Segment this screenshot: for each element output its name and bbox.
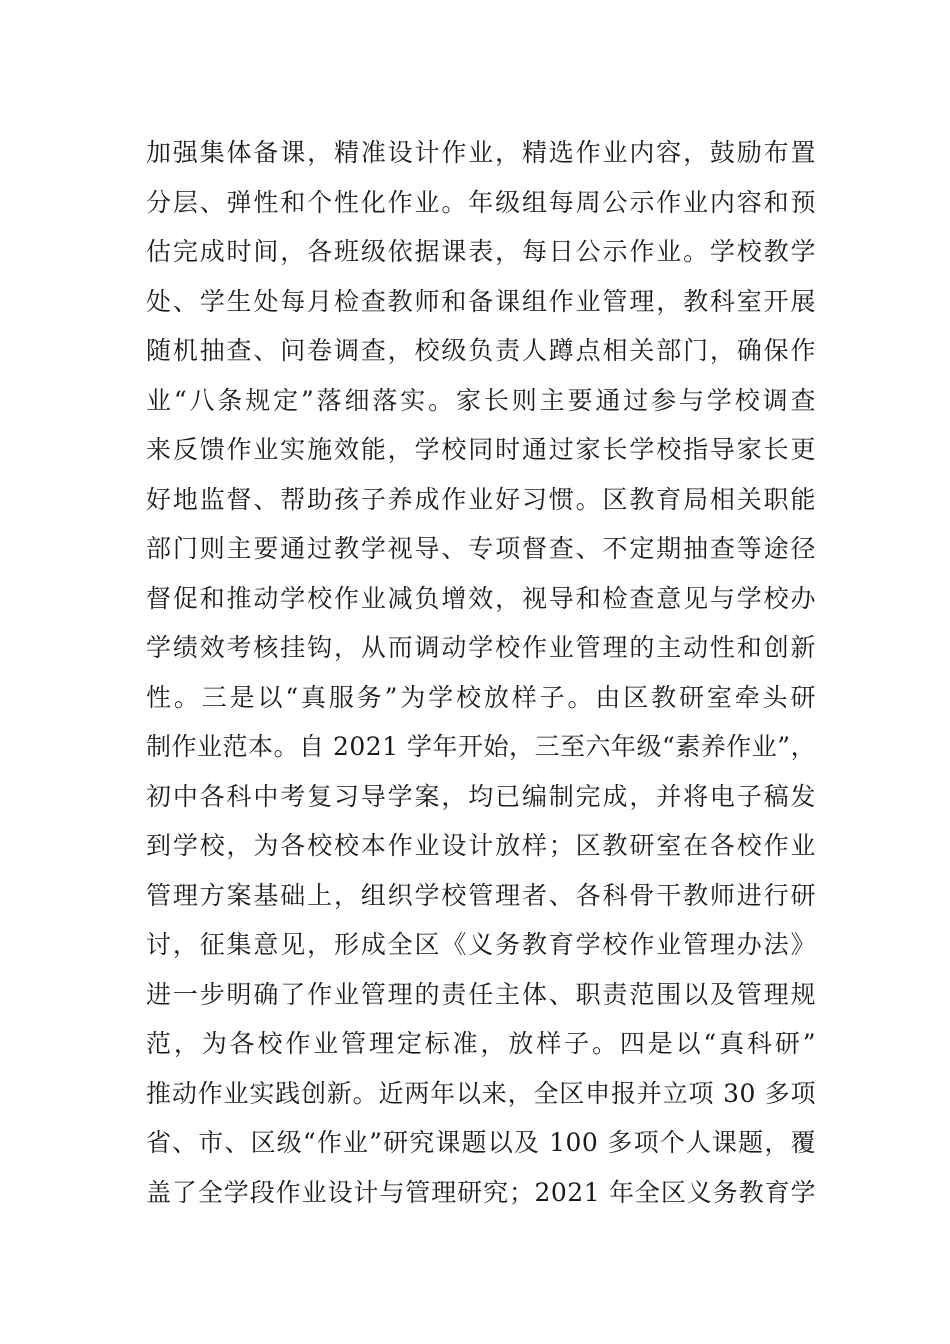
text-line: 学绩效考核挂钩，从而调动学校作业管理的主动性和创新 — [146, 633, 816, 662]
text-line: 估完成时间，各班级依据课表，每日公示作业。学校教学 — [146, 237, 816, 266]
text-line: 性。三是以“真服务”为学校放样子。由区教研室牵头研 — [146, 682, 816, 712]
text-line: 讨，征集意见，形成全区《义务教育学校作业管理办法》 — [146, 930, 816, 959]
text-line: 加强集体备课，精准设计作业，精选作业内容，鼓励布置 — [146, 138, 816, 167]
body-text — [146, 128, 816, 1217]
text-line: 业“八条规定”落细落实。家长则主要通过参与学校调查 — [146, 385, 816, 415]
text-line: 管理方案基础上，组织学校管理者、各科骨干教师进行研 — [146, 880, 816, 910]
text-line: 制作业范本。自 2021 学年开始，三至六年级“素养作业”， — [146, 732, 817, 761]
text-line: 来反馈作业实施效能，学校同时通过家长学校指导家长更 — [146, 435, 816, 464]
text-line: 盖了全学段作业设计与管理研究；2021 年全区义务教育学 — [146, 1177, 816, 1207]
text-line: 分层、弹性和个性化作业。年级组每周公示作业内容和预 — [146, 187, 816, 217]
text-line: 随机抽查、问卷调查，校级负责人蹲点相关部门，确保作 — [146, 336, 816, 365]
text-line: 到学校，为各校校本作业设计放样；区教研室在各校作业 — [146, 831, 816, 860]
text-line: 部门则主要通过教学视导、专项督查、不定期抽查等途径 — [146, 534, 816, 563]
text-line: 督促和推动学校作业减负增效，视导和检查意见与学校办 — [146, 583, 816, 613]
text-line: 进一步明确了作业管理的责任主体、职责范围以及管理规 — [146, 979, 816, 1009]
text-line: 处、学生处每月检查教师和备课组作业管理，教科室开展 — [146, 286, 816, 316]
text-line: 范，为各校作业管理定标准，放样子。四是以“真科研” — [146, 1029, 816, 1058]
text-line: 好地监督、帮助孩子养成作业好习惯。区教育局相关职能 — [146, 484, 816, 514]
text-line: 推动作业实践创新。近两年以来，全区申报并立项 30 多项 — [146, 1078, 816, 1108]
text-line: 初中各科中考复习导学案，均已编制完成，并将电子稿发 — [146, 781, 816, 811]
text-line: 省、市、区级“作业”研究课题以及 100 多项个人课题，覆 — [146, 1128, 816, 1157]
